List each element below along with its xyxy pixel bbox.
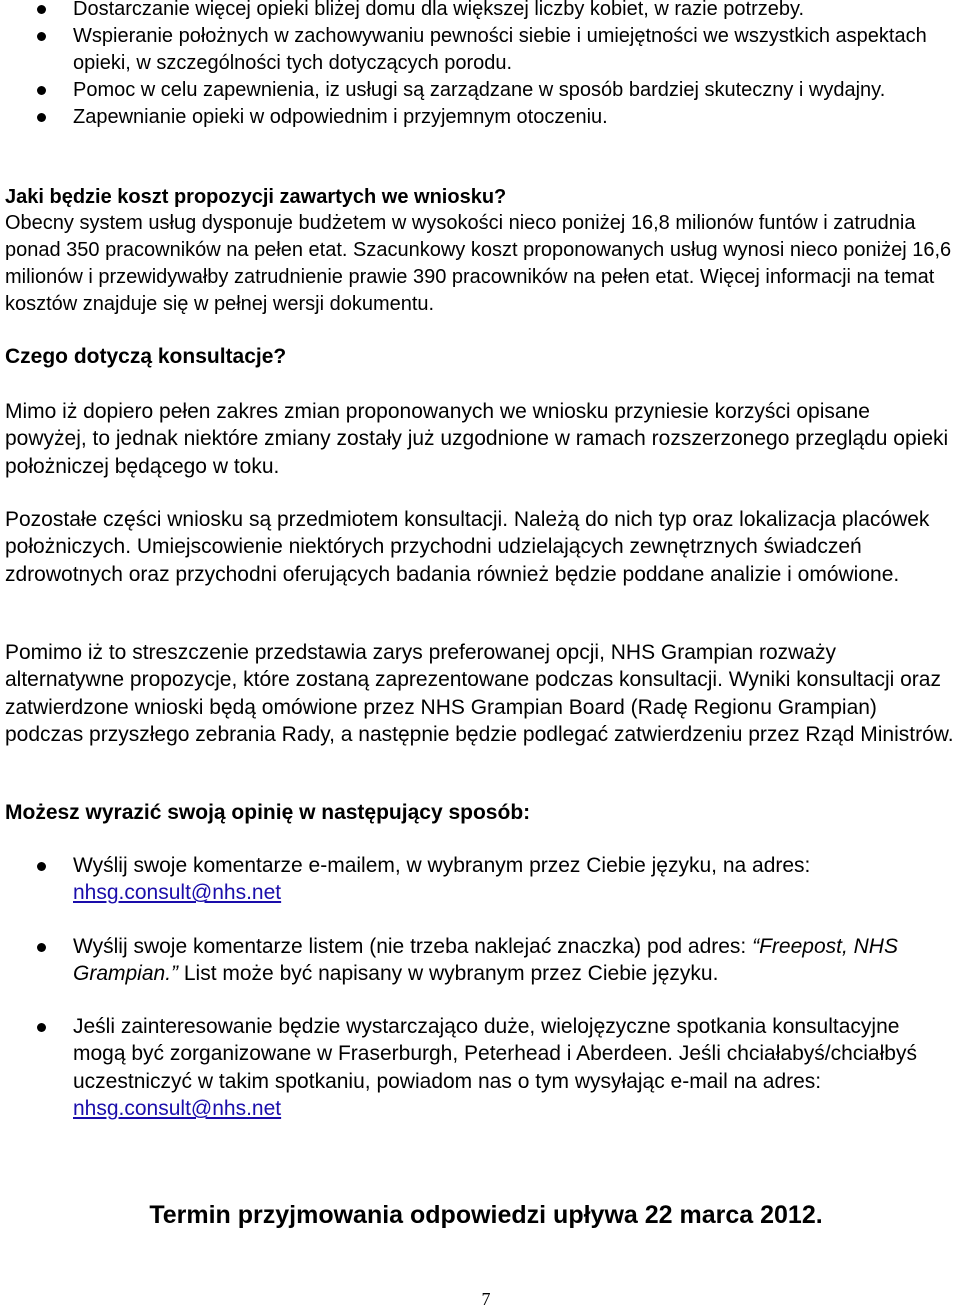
bullet-icon [37,862,46,871]
bullet-icon [37,86,46,95]
bullet-icon [37,1023,46,1032]
list-item-text: Zapewnianie opieki w odpowiednim i przyjemnym otoczeniu. [73,106,608,128]
consultation-paragraph-1: Mimo iż dopiero pełen zakres zmian proponowanych we wniosku przyniesie korzyści opisane powyżej, to jednak niektóre zmiany zostały już uzgodnione w ramach rozszerzonego przeglądu opieki położniczej będącego w toku. [5,400,949,478]
benefits-list [0,0,960,131]
bullet-icon [37,113,46,122]
meetings-instruction: Jeśli zainteresowanie będzie wystarczająco duże, wielojęzyczne spotkania konsultacyjne mogą być zorganizowane w Fraserburgh, Peterhead i Aberdeen. Jeśli chciałabyś/chciałbyś uczestniczyć w takim spotkaniu, powiadom nas o tym wysyłając e-mail na adres: [73,1015,917,1093]
list-item-email [0,852,960,907]
deadline-notice [0,1201,960,1230]
post-instruction: Wyślij swoje komentarze listem (nie trzeba naklejać znaczka) pod adres: [73,934,753,958]
list-item [0,23,960,77]
list-item-post [0,933,960,988]
email-link[interactable]: nhsg.consult@nhs.net [73,881,282,905]
list-item-text: Dostarczanie więcej opieki bliżej domu dla większej liczby kobiet, w razie potrzeby. [73,0,805,20]
opinion-heading: Możesz wyrazić swoją opinię w następujący sposób: [5,801,531,824]
list-item-meetings [0,1013,960,1122]
page-number-text: 7 [481,1289,491,1309]
list-item [0,104,960,131]
post-instruction-tail: List może być napisany w wybranym przez Ciebie języku. [178,961,719,985]
email-link[interactable]: nhsg.consult@nhs.net [73,1097,282,1121]
bullet-icon [37,943,46,952]
list-item-text: Pomoc w celu zapewnienia, iz usługi są zarządzane w sposób bardziej skuteczny i wydajny. [73,79,886,101]
opinion-list [0,852,960,1122]
deadline-text: Termin przyjmowania odpowiedzi upływa 22 marca 2012. [149,1201,823,1229]
cost-heading: Jaki będzie koszt propozycji zawartych we wniosku? [5,186,507,208]
consultation-paragraph-2: Pozostałe części wniosku są przedmiotem konsultacji. Należą do nich typ oraz lokalizacja placówek położniczych. Umiejscowienie niektórych przychodni udzielających zewnętrznych świadczeń zdrowotnych oraz przychodni oferujących badania również będzie poddane analizie i omówione. [5,508,930,586]
email-instruction: Wyślij swoje komentarze e-mailem, w wybranym przez Ciebie języku, na adres: [73,854,811,877]
list-item-text: Wspieranie położnych w zachowywaniu pewności siebie i umiejętności we wszystkich aspektach opieki, w szczególności tych dotyczących porodu. [73,25,927,74]
bullet-icon [37,5,46,14]
list-item [0,0,960,23]
consultation-paragraph-3: Pomimo iż to streszczenie przedstawia zarys preferowanej opcji, NHS Grampian rozważy alternatywne propozycje, które zostaną zaprezentowane podczas konsultacji. Wyniki konsultacji oraz zatwierdzone wnioski będą omówione przez NHS Grampian Board (Radę Regionu Grampian) podczas przyszłego zebrania Rady, a następnie będzie podlegać zatwierdzeniu przez Rząd Ministrów. [5,641,954,746]
bullet-icon [37,32,46,41]
freepost-address: “Freepost, NHS Grampian.” [73,934,898,985]
list-item [0,77,960,104]
cost-paragraph: Obecny system usług dysponuje budżetem w wysokości nieco poniżej 16,8 milionów funtów i zatrudnia ponad 350 pracowników na pełen etat. Szacunkowy koszt proponowanych usług wynosi nieco poniżej 16,6 milionów i przewidywałby zatrudnienie prawie 390 pracowników na pełen etat. Więcej informacji na temat kosztów znajduje się w pełnej wersji dokumentu. [5,212,952,315]
consultation-heading: Czego dotyczą konsultacje? [5,345,287,368]
page-number [0,1289,960,1310]
